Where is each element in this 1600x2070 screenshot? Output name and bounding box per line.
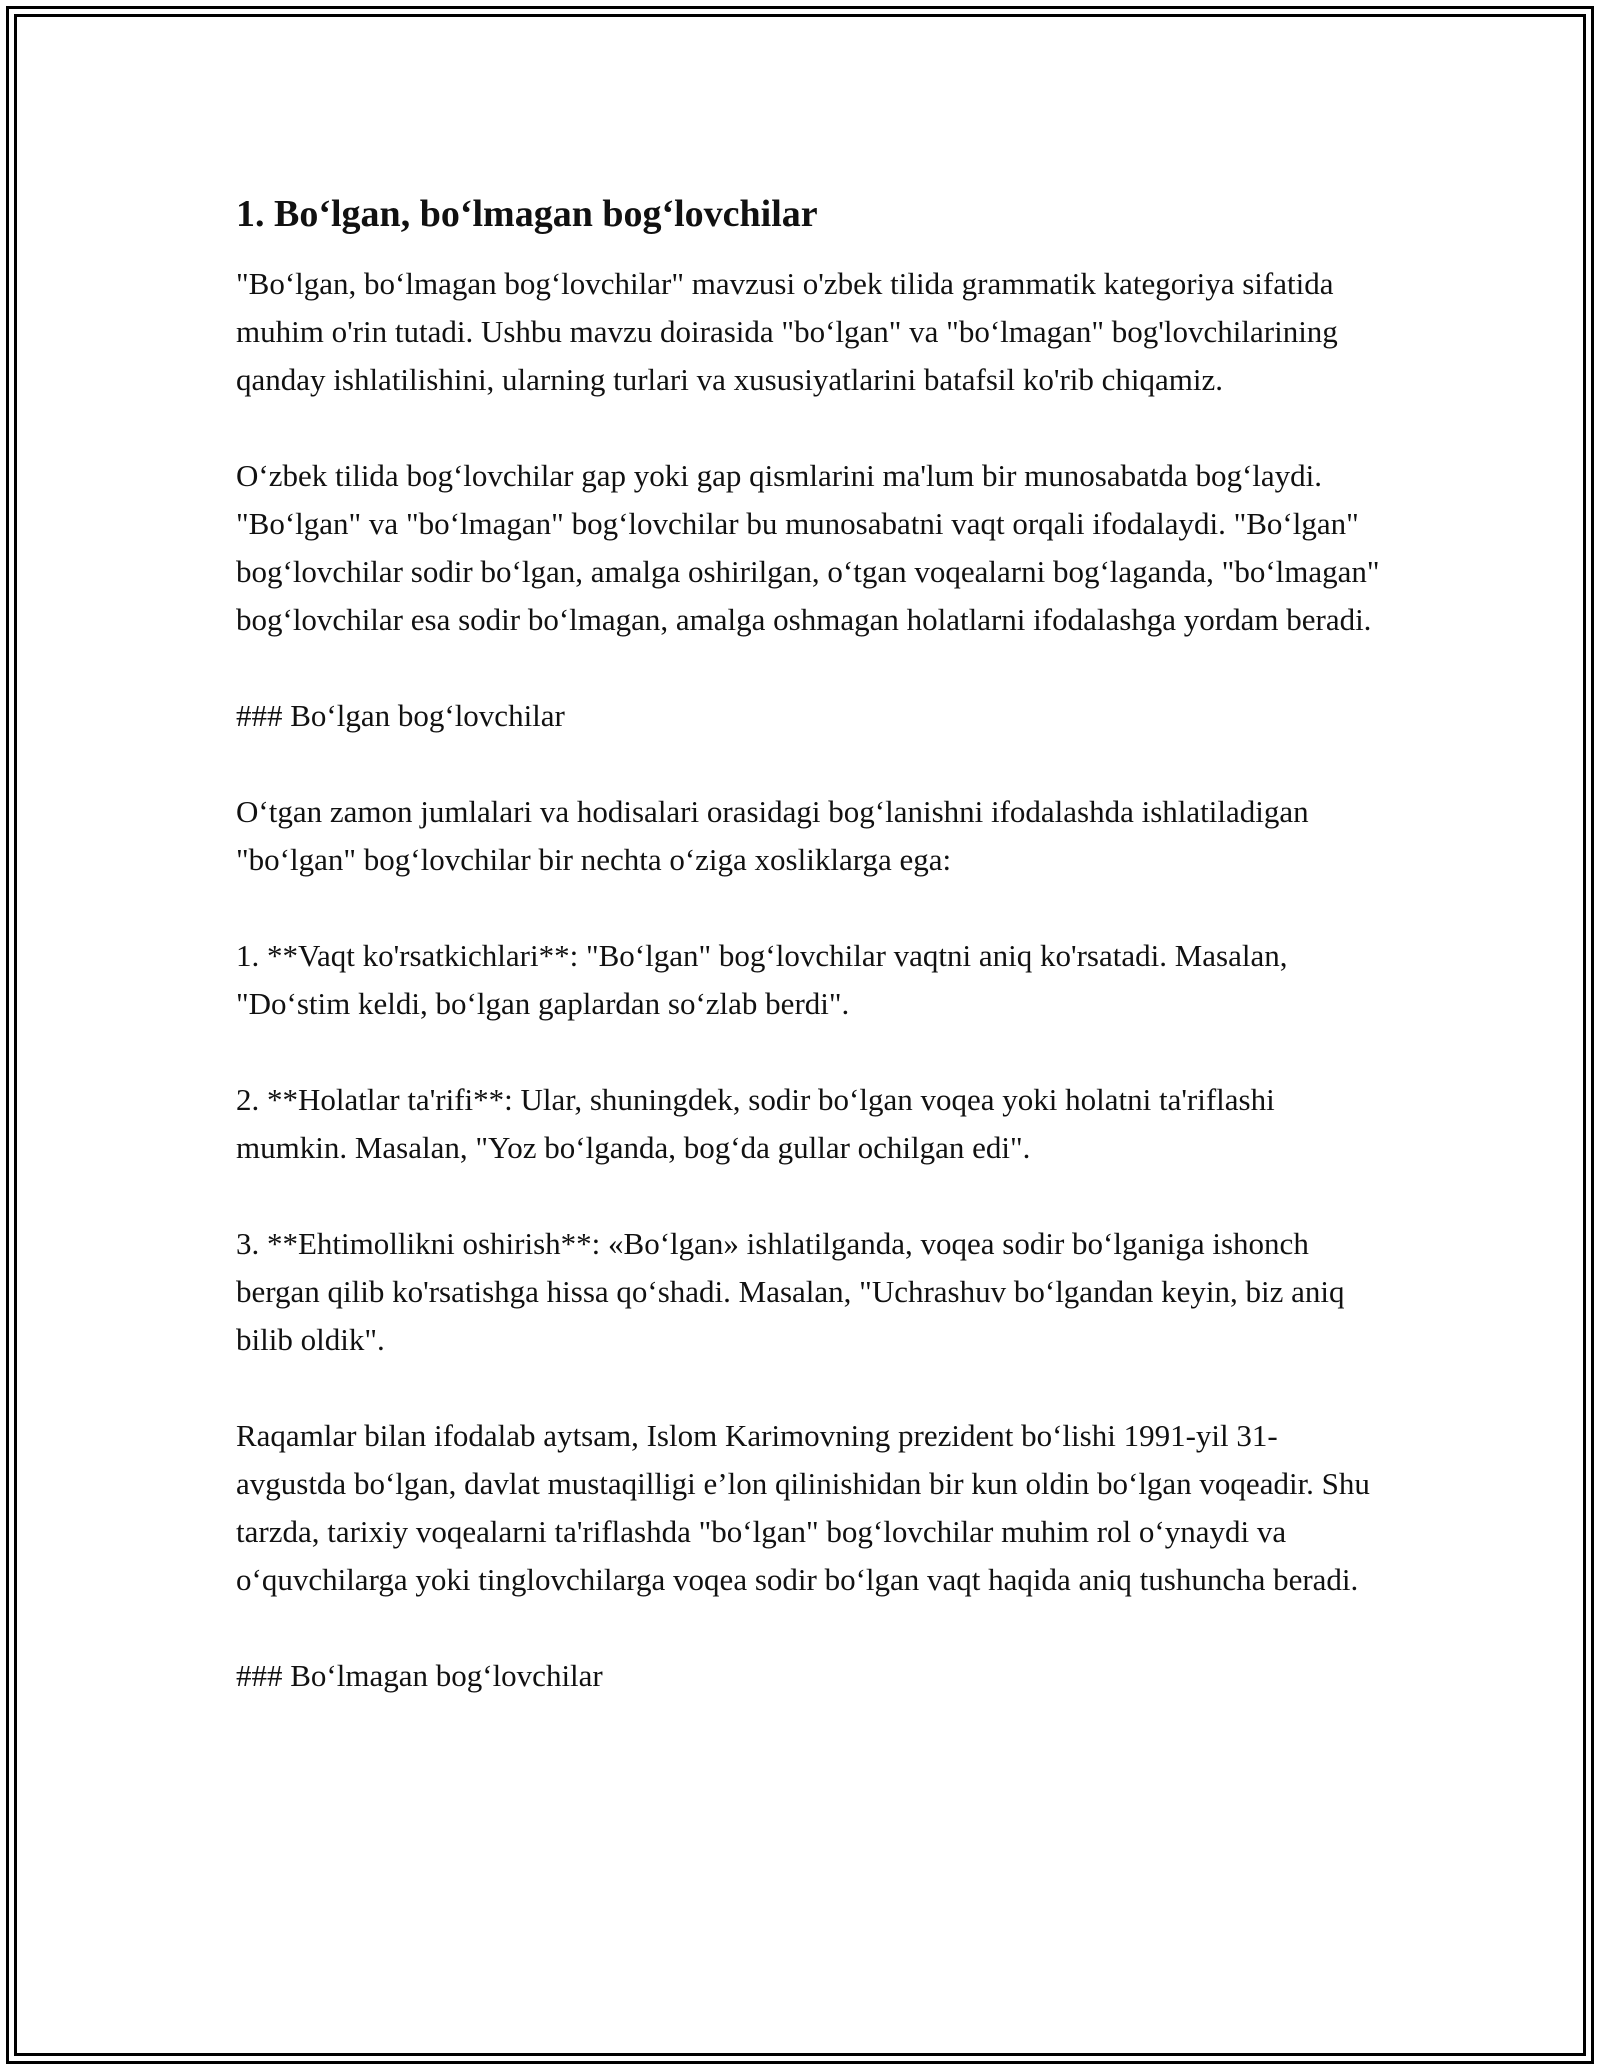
document-body xyxy=(236,186,1386,1748)
section-heading-bolgan: ### Bo‘lgan bog‘lovchilar xyxy=(236,698,565,733)
list-item-2: 2. **Holatlar ta'rifi**: Ular, shuningdek, sodir bo‘lgan voqea yoki holatni ta'riflashi mumkin. Masalan, "Yoz bo‘lganda, bog‘da gullar ochilgan edi". xyxy=(236,1082,1275,1165)
paragraph-bolgan-intro: O‘tgan zamon jumlalari va hodisalari orasidagi bog‘lanishni ifodalashda ishlatiladigan "bo‘lgan" bog‘lovchilar bir nechta o‘ziga xosliklarga ega: xyxy=(236,794,1309,877)
section-heading-bolmagan: ### Bo‘lmagan bog‘lovchilar xyxy=(236,1658,603,1693)
list-item-3: 3. **Ehtimollikni oshirish**: «Bo‘lgan» ishlatilganda, voqea sodir bo‘lganiga ishonch bergan qilib ko'rsatishga hissa qo‘shadi. Masalan, "Uchrashuv bo‘lgandan keyin, biz aniq bilib oldik". xyxy=(236,1226,1345,1357)
paragraph-example: Raqamlar bilan ifodalab aytsam, Islom Karimovning prezident bo‘lishi 1991-yil 31-avgustda bo‘lgan, davlat mustaqilligi e’lon qilinishidan bir kun oldin bo‘lgan voqeadir. Shu tarzda, tarixiy voqealarni ta'riflashda "bo‘lgan" bog‘lovchilar muhim rol o‘ynaydi va o‘quvchilarga yoki tinglovchilarga voqea sodir bo‘lgan vaqt haqida aniq tushuncha beradi. xyxy=(236,1418,1370,1597)
document-title: 1. Bo‘lgan, bo‘lmagan bog‘lovchilar xyxy=(236,193,818,235)
paragraph-explanation: O‘zbek tilida bog‘lovchilar gap yoki gap qismlarini ma'lum bir munosabatda bog‘laydi. "Bo‘lgan" va "bo‘lmagan" bog‘lovchilar bu munosabatni vaqt orqali ifodalaydi. "Bo‘lgan" bog‘lovchilar sodir bo‘lgan, amalga oshirilgan, o‘tgan voqealarni bog‘laganda, "bo‘lmagan" bog‘lovchilar esa sodir bo‘lmagan, amalga oshmagan holatlarni ifodalashga yordam beradi. xyxy=(236,458,1380,637)
paragraph-intro: "Bo‘lgan, bo‘lmagan bog‘lovchilar" mavzusi o'zbek tilida grammatik kategoriya sifatida muhim o'rin tutadi. Ushbu mavzu doirasida "bo‘lgan" va "bo‘lmagan" bog'lovchilarining qanday ishlatilishini, ularning turlari va xususiyatlarini batafsil ko'rib chiqamiz. xyxy=(236,266,1338,397)
list-item-1: 1. **Vaqt ko'rsatkichlari**: "Bo‘lgan" bog‘lovchilar vaqtni aniq ko'rsatadi. Masalan, "Do‘stim keldi, bo‘lgan gaplardan so‘zlab berdi". xyxy=(236,938,1288,1021)
